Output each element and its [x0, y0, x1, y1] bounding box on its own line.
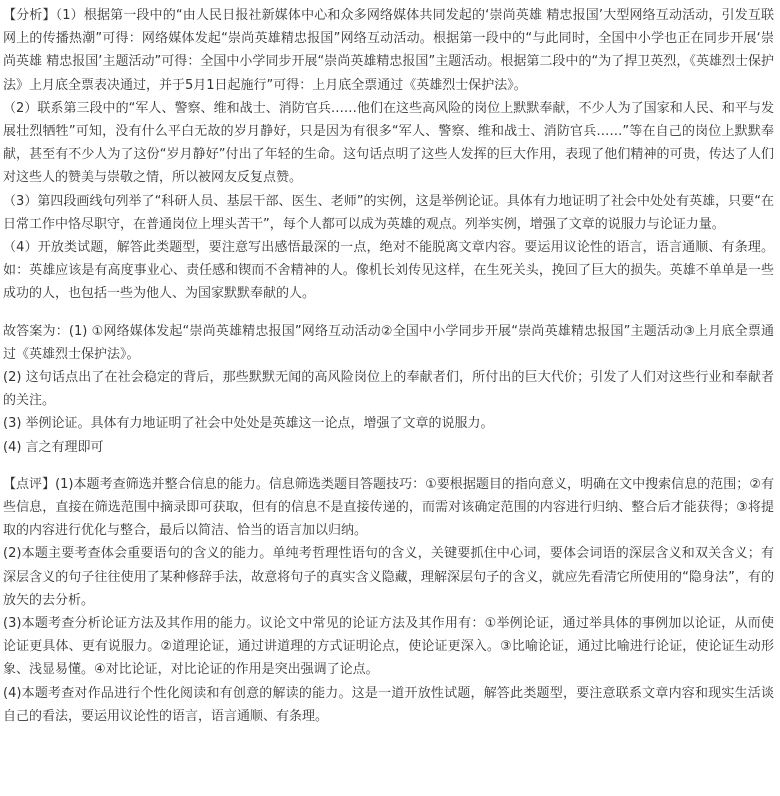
analysis-section [3, 4, 774, 306]
comment-paragraph-4: (4)本题考查对作品进行个性化阅读和有创意的解读的能力。这是一道开放性试题，解答此类题型，要注意联系文章内容和现实生活谈自己的看法，要运用议论性的语言，语言通顺、有条理。 [3, 685, 774, 724]
answer-3: (3) 举例论证。具体有力地证明了社会中处处是英雄这一论点，增强了文章的说服力。 [3, 416, 494, 432]
analysis-paragraph-2: （2）联系第三段中的“军人、警察、维和战士、消防官兵……他们在这些高风险的岗位上默默奉献，不少人为了国家和人民、和平与发展壮烈牺牲”可知，没有什么平白无故的岁月静好，只是因为有很多“军人、警察、维和战士、消防官兵……”等在自己的岗位上默默奉献，甚至有不少人为了这份“岁月静好”付出了年轻的生命。这句话点明了这些人发挥的巨大作用，表现了他们精神的可贵，传达了人们对这些人的赞美与崇敬之情，所以被网友反复点赞。 [3, 100, 774, 186]
section-spacer [3, 306, 774, 320]
comment-paragraph-3: (3)本题考查分析论证方法及其作用的能力。议论文中常见的论证方法及其作用有：①举例论证，通过举具体的事例加以论证，从而使论证更具体、更有说服力。②道理论证，通过讲道理的方式证明论点，使论证更深入。③比喻论证，通过比喻进行论证，使论证生动形象、浅显易懂。④对比论证，对比论证的作用是突出强调了论点。 [3, 616, 774, 678]
analysis-paragraph-1: 【分析】（1）根据第一段中的“由人民日报社新媒体中心和众多网络媒体共同发起的‘崇尚英雄 精忠报国’大型网络互动活动，引发互联网上的传播热潮”可得：网络媒体发起“崇尚英雄精忠报国”网络互动活动。根据第一段中的“与此同时，全国中小学也正在同步开展‘崇尚英雄 精忠报国’主题活动”可得：全国中小学同步开展“崇尚英雄精忠报国”主题活动。根据第二段中的“为了捍卫英烈，《英雄烈士保护法》上月底全票表决通过，并于5月1日起施行”可得：上月底全票通过《英雄烈士保护法》。 [3, 8, 774, 93]
comment-paragraph-1: 【点评】(1)本题考查筛选并整合信息的能力。信息筛选类题目答题技巧：①要根据题目的指向意义，明确在文中搜索信息的范围；②有些信息，直接在筛选范围中摘录即可获取，但有的信息不是直接传递的，而需对该确定范围的内容进行归纳、整合后才能获得；③将提取的内容进行优化与整合，最后以简洁、恰当的语言加以归纳。 [3, 476, 774, 539]
section-spacer [3, 459, 774, 473]
analysis-paragraph-4: （4）开放类试题，解答此类题型，要注意写出感悟最深的一点，绝对不能脱离文章内容。要运用议论性的语言，语言通顺、有条理。如：英雄应该是有高度事业心、责任感和锲而不舍精神的人。像机长刘传见这样，在生死关头，挽回了巨大的损失。英雄不单单是一些成功的人，也包括一些为他人、为国家默默奉献的人。 [3, 240, 774, 302]
answer-2: (2) 这句话点出了在社会稳定的背后，那些默默无闻的高风险岗位上的奉献者们，所付出的巨大代价；引发了人们对这些行业和奉献者的关注。 [3, 370, 774, 409]
answer-section [3, 320, 774, 459]
answer-1: 故答案为：(1) ①网络媒体发起“崇尚英雄精忠报国”网络互动活动②全国中小学同步开展“崇尚英雄精忠报国”主题活动③上月底全票通过《英雄烈士保护法》。 [3, 323, 774, 362]
analysis-paragraph-3: （3）第四段画线句列举了“科研人员、基层干部、医生、老师”的实例，这是举例论证。具体有力地证明了社会中处处有英雄，只要“在日常工作中恪尽职守，在普通岗位上埋头苦干”，每个人都可以成为英雄的观点。列举实例，增强了文章的说服力与论证力量。 [3, 193, 774, 232]
comment-section [3, 473, 774, 728]
answer-4: (4) 言之有理即可 [3, 439, 104, 455]
comment-paragraph-2: (2)本题主要考查体会重要语句的含义的能力。单纯考哲理性语句的含义，关键要抓住中心词，要体会词语的深层含义和双关含义；有深层含义的句子往往使用了某种修辞手法，故意将句子的真实含义隐藏，理解深层句子的含义，就应先看清它所使用的“隐身法”，有的放矢的去分析。 [3, 546, 774, 608]
